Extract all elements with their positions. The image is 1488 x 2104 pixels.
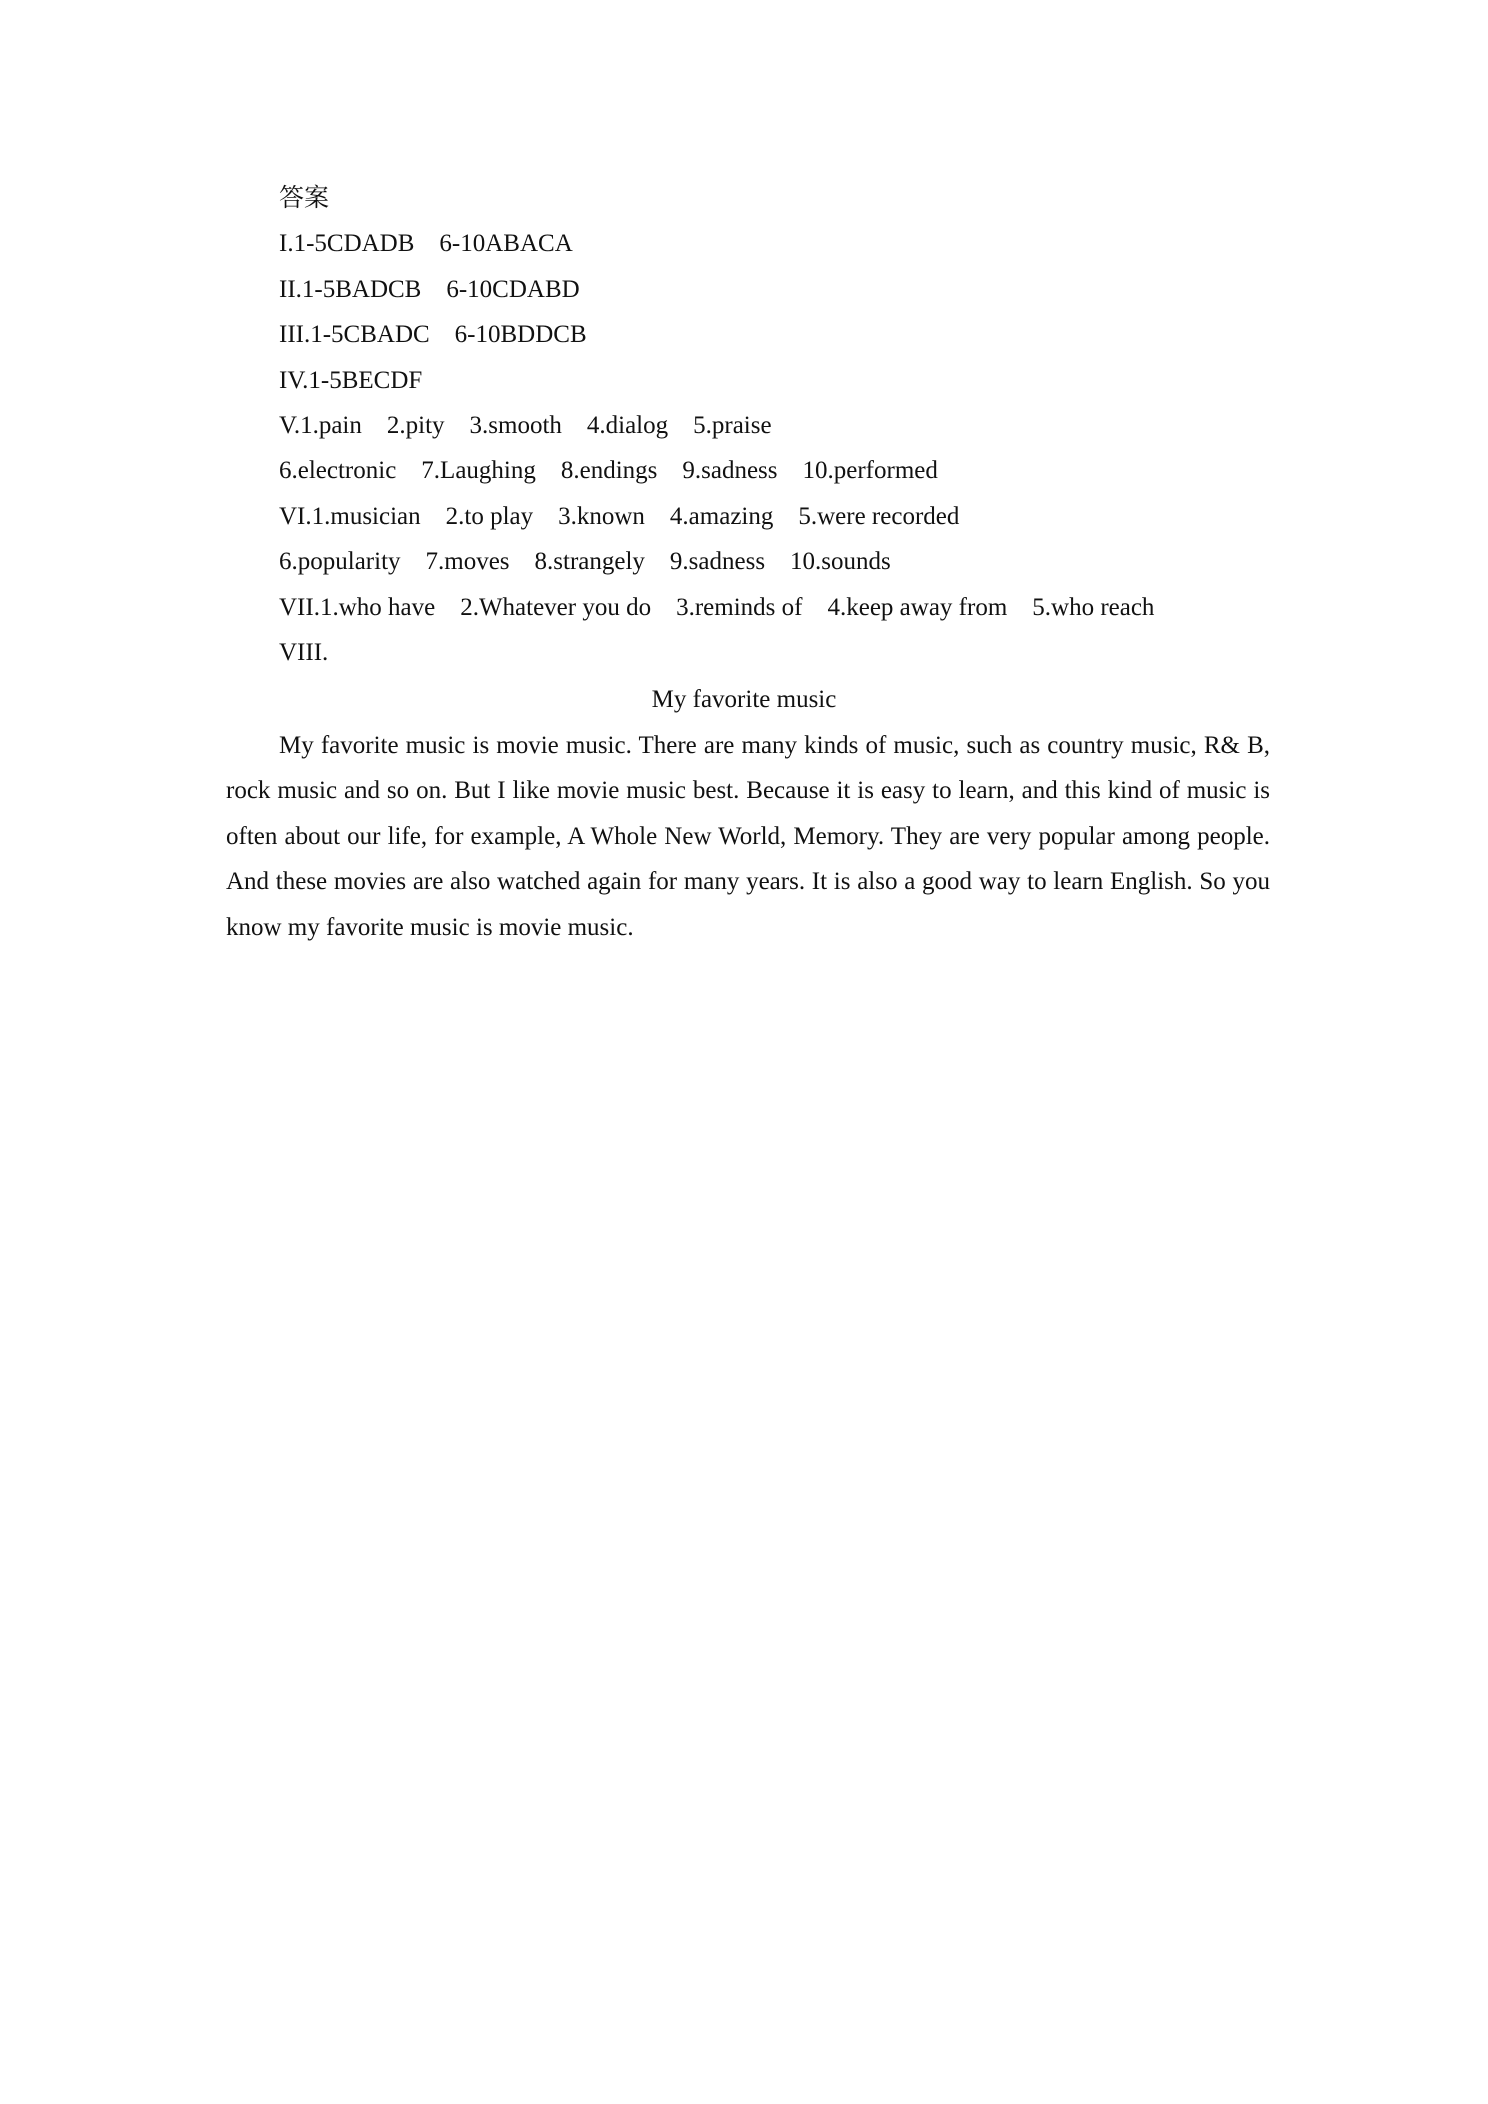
answer-heading: 答案 [279,185,330,212]
answer-line-7: VI.1.musician 2.to play 3.known 4.amazing 5.were recorded [279,502,960,530]
answer-line-8: 6.popularity 7.moves 8.strangely 9.sadness 10.sounds [279,548,891,576]
answer-line-4: IV.1-5BECDF [279,366,423,394]
answer-line-2: II.1-5BADCB 6-10CDABD [279,275,580,303]
answer-line-9: VII.1.who have 2.Whatever you do 3.reminds of 4.keep away from 5.who reach [279,593,1155,621]
answer-line-3: III.1-5CBADC 6-10BDDCB [279,321,587,349]
answer-line-5: V.1.pain 2.pity 3.smooth 4.dialog 5.praise [279,411,772,439]
answer-line-1: I.1-5CDADB 6-10ABACA [279,230,573,258]
essay-body: My favorite music is movie music. There are many kinds of music, such as country music, R& B, rock music and so on. But I like movie music best. Because it is easy to learn, and this kind of music is often about our life, for example, A Whole New World, Memory. They are very popular among people. And these movies are also watched again for many years. It is also a good way to learn English. So you know my favorite music is movie music. [226,732,1270,941]
answer-line-6: 6.electronic 7.Laughing 8.endings 9.sadness 10.performed [279,457,938,485]
essay-title: My favorite music [651,686,837,713]
answer-key [279,176,1279,675]
answer-line-10: VIII. [279,638,329,666]
